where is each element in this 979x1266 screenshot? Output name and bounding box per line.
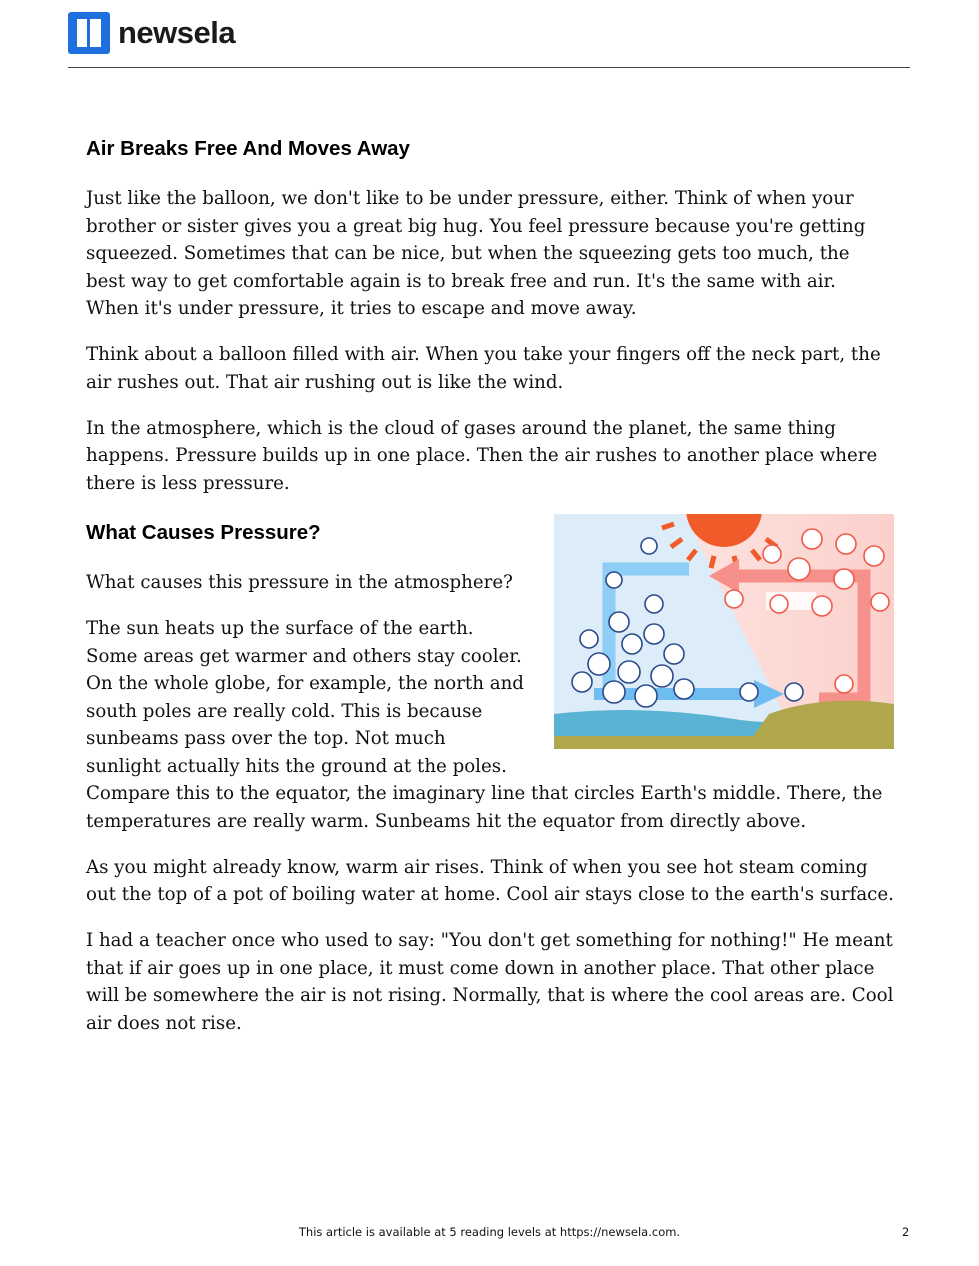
footer-note: This article is available at 5 reading levels at https://newsela.com. [298,1225,681,1239]
paragraph: I had a teacher once who used to say: "You don't get something for nothing!" He meant that if air goes up in one place, it must come down in another place. That other place will be somewhere the air is not rising. Normally, that is where the cool areas are. Cool air does not rise. [86,930,894,1034]
article-body [86,135,894,1037]
air-circulation-illustration [554,514,894,749]
section-heading: What Causes Pressure? [86,521,321,544]
header-divider [68,67,910,68]
paragraph: What causes this pressure in the atmosphere? [86,572,513,593]
page-number: 2 [902,1225,910,1239]
newsela-logo-icon [68,12,110,54]
header [68,11,235,55]
paragraph: In the atmosphere, which is the cloud of gases around the planet, the same thing happens. Pressure builds up in one place. Then the air rushes to another place where there is less pressure. [86,417,878,494]
paragraph: Just like the balloon, we don't like to be under pressure, either. Think of when your brother or sister gives you a great big hug. You feel pressure because you're getting squeezed. Sometimes that can be nice, but when the squeezing gets too much, the best way to get comfortable again is to break free and run. It's the same with air. When it's under pressure, it tries to escape and move away. [86,188,866,319]
section-heading: Air Breaks Free And Moves Away [86,137,410,160]
paragraph: Think about a balloon filled with air. When you take your fingers off the neck part, the air rushes out. That air rushing out is like the wind. [86,344,881,393]
paragraph: The sun heats up the surface of the earth. Some areas get warmer and others stay cooler. On the whole globe, for example, the north and south poles are really cold. This is because sunbeams pass over the top. Not much sunlight actually hits the ground at the poles. Compare this to the equator, the imaginary line that circles Earth's middle. There, the temperatures are really warm. Sunbeams hit the equator from directly above. [86,618,883,832]
paragraph: As you might already know, warm air rises. Think of when you see hot steam coming out the top of a pot of boiling water at home. Cool air stays close to the earth's surface. [86,856,894,905]
logo-text: newsela [118,15,236,50]
